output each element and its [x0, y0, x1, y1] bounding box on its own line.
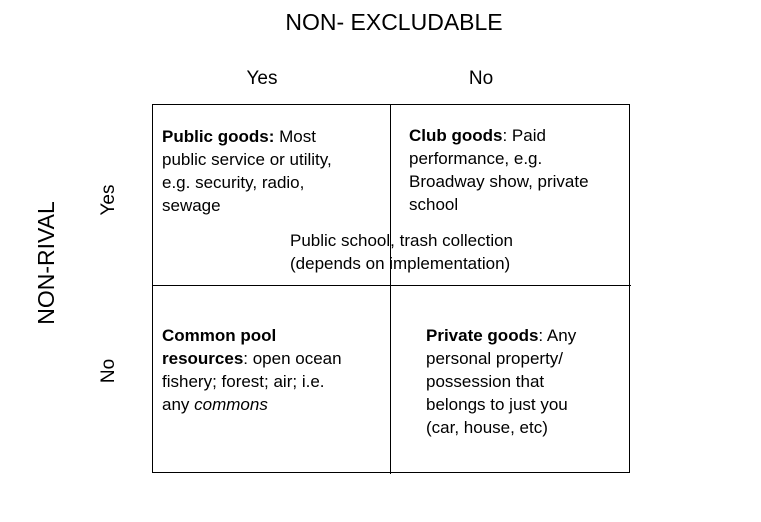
private-goods-desc-3: possession that: [426, 370, 626, 393]
column-label-no: No: [441, 68, 521, 90]
row-label-no: No: [98, 341, 122, 401]
club-goods-desc-3: Broadway show, private: [409, 170, 629, 193]
private-goods-desc-4: belongs to just you: [426, 393, 626, 416]
public-goods-desc-1: Most: [274, 127, 316, 146]
private-goods-desc-5: (car, house, etc): [426, 416, 626, 439]
common-pool-desc-4-prefix: any: [162, 395, 194, 414]
public-goods-desc-4: sewage: [162, 194, 387, 217]
common-pool-term-2: resources: [162, 349, 243, 368]
public-goods-term: Public goods:: [162, 127, 274, 146]
club-goods-desc-1: : Paid: [502, 126, 545, 145]
center-note-line-2: (depends on implementation): [290, 252, 513, 275]
cell-private-goods: [426, 324, 626, 439]
center-note-line-1: Public school, trash collection: [290, 229, 513, 252]
public-goods-desc-2: public service or utility,: [162, 148, 387, 171]
center-note: [290, 229, 513, 275]
public-goods-desc-3: e.g. security, radio,: [162, 171, 387, 194]
matrix-vertical-divider: [390, 104, 391, 474]
matrix-horizontal-divider: [152, 285, 631, 286]
private-goods-desc-2: personal property/: [426, 347, 626, 370]
club-goods-term: Club goods: [409, 126, 502, 145]
club-goods-desc-2: performance, e.g.: [409, 147, 629, 170]
top-axis-title: NON- EXCLUDABLE: [0, 9, 761, 36]
cell-club-goods: [409, 124, 629, 216]
common-pool-desc-3: fishery; forest; air; i.e.: [162, 370, 387, 393]
cell-public-goods: [162, 125, 387, 217]
row-label-yes: Yes: [98, 170, 122, 230]
common-pool-desc-2: : open ocean: [243, 349, 341, 368]
left-axis-title: NON-RIVAL: [33, 193, 59, 333]
common-pool-term-1: Common pool: [162, 326, 276, 345]
column-label-yes: Yes: [222, 68, 302, 90]
private-goods-term: Private goods: [426, 326, 538, 345]
common-pool-desc-4-italic: commons: [194, 395, 268, 414]
cell-common-pool-resources: [162, 324, 387, 416]
club-goods-desc-4: school: [409, 193, 629, 216]
private-goods-desc-1: : Any: [538, 326, 576, 345]
